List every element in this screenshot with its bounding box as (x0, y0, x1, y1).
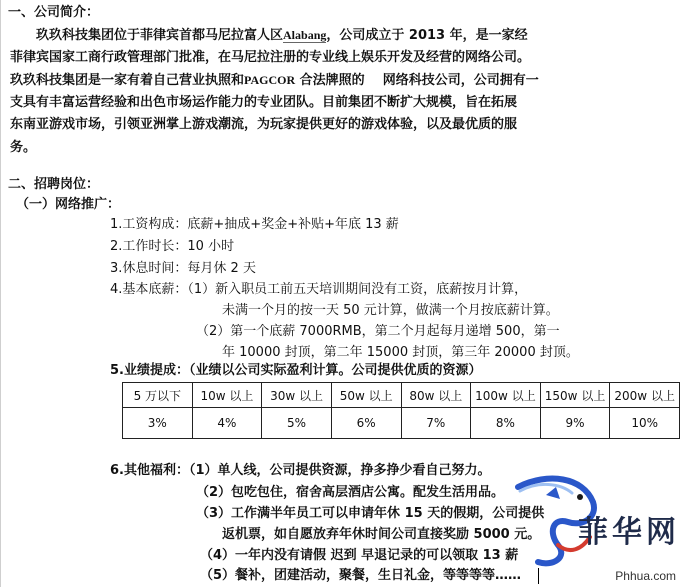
item-salary-structure: 1.工资构成：底薪+抽成+奖金+补贴+年底 13 薪 (110, 217, 399, 232)
item-base-salary-2-cont: 年 10000 封顶，第二年 15000 封顶，第三年 20000 封顶。 (222, 345, 579, 360)
brand-alabang: Alabang (283, 28, 327, 42)
item-base-salary-2: （2）第一个底薪 7000RMB，第二个月起每月递增 500，第一 (196, 324, 560, 339)
intro-line-3 (10, 71, 539, 90)
table-header-cell: 80w 以上 (401, 383, 471, 408)
item-commission: 5.业绩提成：（业绩以公司实际盈利计算。公司提供优质的资源） (110, 363, 482, 378)
intro-line-4: 支具有丰富运营经验和出色市场运作能力的专业团队。目前集团不断扩大规模，旨在拓展 (10, 95, 518, 110)
watermark-text: 菲华网 (578, 515, 680, 550)
benefit-3: （3）工作满半年员工可以申请年休 15 天的假期，公司提供 (196, 506, 545, 521)
table-header-cell: 50w 以上 (331, 383, 401, 408)
item-base-salary-1-cont: 未满一个月的按一天 50 元计算，做满一个月按底薪计算。 (222, 303, 559, 318)
benefit-1: 6.其他福利：（1）单人线，公司提供资源，挣多挣少看自己努力。 (110, 463, 491, 478)
table-header-cell: 10w 以上 (192, 383, 262, 408)
commission-header-row (123, 383, 680, 408)
intro-line-3c: 网络科技公司，公司拥有一 (382, 73, 539, 88)
table-cell: 6% (331, 408, 401, 439)
commission-table (122, 382, 680, 439)
watermark-url: Phhua.com (615, 569, 676, 583)
table-cell: 10% (610, 408, 680, 439)
intro-line-1 (36, 26, 528, 45)
table-header-cell: 30w 以上 (262, 383, 332, 408)
intro-line-6: 务。 (10, 140, 37, 155)
benefit-2: （2）包吃包住，宿舍高层酒店公寓。配发生活用品。 (196, 485, 505, 500)
table-cell: 9% (540, 408, 610, 439)
page-edge (0, 0, 1, 587)
table-header-cell: 200w 以上 (610, 383, 680, 408)
benefit-4: （4）一年内没有请假 迟到 早退记录的可以领取 13 薪 (200, 548, 519, 563)
section2-heading: 二、招聘岗位： (8, 177, 100, 192)
table-header-cell: 100w 以上 (471, 383, 541, 408)
benefit-3-cont: 返机票，如自愿放弃年休时间公司直接奖励 5000 元。 (222, 527, 541, 542)
table-cell: 4% (192, 408, 262, 439)
table-header-cell: 150w 以上 (540, 383, 610, 408)
table-cell: 8% (471, 408, 541, 439)
table-header-cell: 5 万以下 (123, 383, 193, 408)
item-base-salary-1: 4.基本底薪：（1）新入职员工前五天培训期间没有工资，底薪按月计算， (110, 282, 528, 297)
intro-line-1b: ，公司成立于 2013 年，是一家经 (326, 28, 528, 43)
watermark (498, 467, 688, 587)
table-cell: 5% (262, 408, 332, 439)
intro-line-5: 东南亚游戏市场，引领亚洲掌上游戏潮流，为玩家提供更好的游戏体验，以及最优质的服 (10, 117, 518, 132)
table-cell: 7% (401, 408, 471, 439)
item-rest-time: 3.休息时间：每月休 2 天 (110, 261, 256, 276)
table-cell: 3% (123, 408, 193, 439)
section1-heading: 一、公司简介： (8, 5, 100, 20)
commission-rate-row (123, 408, 680, 439)
brand-pagcor: PAGCOR (244, 73, 296, 87)
intro-line-1a: 玖玖科技集团位于菲律宾首都马尼拉富人区 (36, 28, 284, 43)
intro-line-3b: 合法牌照的 (299, 73, 365, 88)
benefit-5: （5）餐补，团建活动，聚餐，生日礼金，等等等等…… (200, 568, 522, 583)
subsection-heading: （一）网络推广： (16, 197, 121, 212)
item-work-hours: 2.工作时长：10 小时 (110, 239, 235, 254)
intro-line-2: 菲律宾国家工商行政管理部门批准，在马尼拉注册的专业线上娱乐开发及经营的网络公司。 (10, 50, 531, 65)
intro-line-3a: 玖玖科技集团是一家有着自己营业执照和 (10, 73, 245, 88)
